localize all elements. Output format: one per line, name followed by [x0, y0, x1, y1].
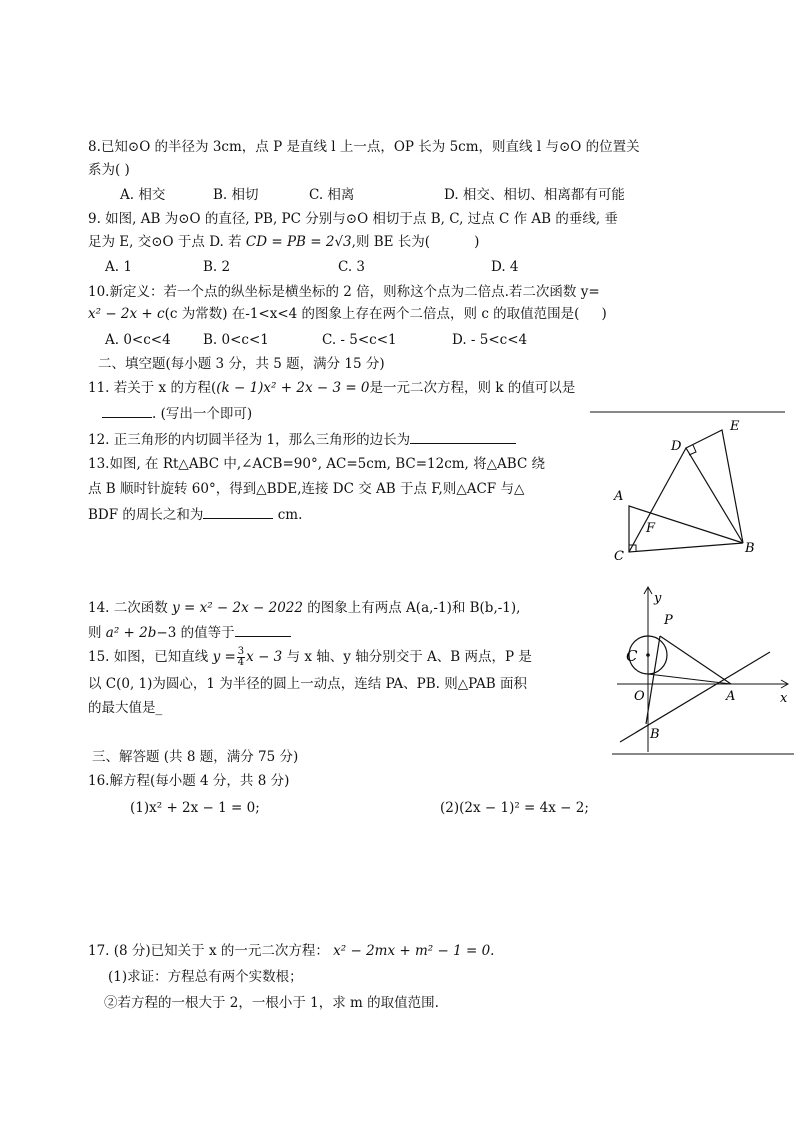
q14-suffix: 的图象上有两点 A(a,-1)和 B(b,-1), — [307, 600, 521, 616]
q14-answer-blank[interactable] — [235, 623, 291, 637]
q10-line2 — [88, 305, 607, 323]
q15-line2: 以 C(0, 1)为圆心，1 为半径的圆上一动点，连结 PA、PB. 则△PAB 面积 — [88, 676, 527, 692]
q10-line2-text-c: ) — [601, 306, 607, 322]
q17-prefix: 17. (8 分)已知关于 x 的一元二次方程： — [88, 943, 329, 959]
q9-line1: 9. 如图, AB 为⊙O 的直径, PB, PC 分别与⊙O 相切于点 B, C, 过点 C 作 AB 的垂线, 垂 — [88, 211, 618, 227]
fig13-label-b: B — [745, 541, 755, 556]
q16-title: 16.解方程(每小题 4 分，共 8 分) — [88, 773, 290, 789]
q14-function: y = x² − 2x − 2022 — [172, 600, 303, 616]
q14-text-a: 则 — [88, 625, 102, 641]
q9-option-c: C. 3 — [338, 259, 366, 275]
section-2-heading: 二、填空题(每小题 3 分，共 5 题，满分 15 分) — [98, 356, 385, 372]
fig13-label-c: C — [614, 549, 624, 564]
figure-q13-svg — [585, 408, 790, 568]
q17-part2: ②若方程的一根大于 2，一根小于 1，求 m 的取值范围. — [104, 995, 439, 1011]
fig15-label-c: C — [626, 647, 638, 665]
fig15-label-o: O — [634, 689, 645, 704]
q11-equation: (k − 1)x² + 2x − 3 = 0 — [216, 380, 370, 396]
q17-equation: x² − 2mx + m² − 1 = 0. — [333, 943, 495, 959]
q10-line1: 10.新定义：若一个点的纵坐标是横坐标的 2 倍，则称这个点为二倍点.若二次函数 y= — [88, 284, 600, 300]
q16-equation-1: (1)x² + 2x − 1 = 0; — [130, 800, 260, 816]
q10-option-a: A. 0<c<4 — [105, 332, 171, 348]
q9-equation: CD = PB = 2√3 — [245, 234, 352, 250]
q15-prefix: 15. 如图，已知直线 — [88, 649, 209, 665]
q10-option-b: B. 0<c<1 — [203, 332, 269, 348]
q17-part1: (1)求证：方程总有两个实数根； — [108, 969, 303, 985]
q8-option-d: D. 相交、相切、相离都有可能 — [444, 187, 625, 203]
fig13-label-e: E — [730, 419, 740, 434]
q8-option-c: C. 相离 — [309, 187, 355, 203]
fig13-label-d: D — [671, 439, 682, 454]
q9-option-a: A. 1 — [105, 259, 132, 275]
figure-q13 — [585, 408, 790, 568]
q12-line — [88, 430, 516, 449]
q9-line2-text-a: 足为 E, 交⊙O 于点 D. 若 — [88, 234, 242, 250]
q12-answer-blank[interactable] — [410, 430, 516, 444]
q15-eq-a: y = — [212, 649, 236, 665]
q15-fraction — [237, 647, 245, 668]
figure-q15 — [612, 584, 794, 756]
q14-prefix: 14. 二次函数 — [88, 600, 168, 616]
q11-line2-text: . (写出一个即可) — [152, 406, 253, 422]
q15-line3: 的最大值是_ — [88, 700, 163, 716]
q9-option-d: D. 4 — [491, 259, 519, 275]
q13-text-a: BDF 的周长之和为 — [88, 507, 204, 523]
q9-line2 — [88, 233, 479, 251]
fig13-label-f: F — [646, 521, 656, 536]
q10-option-d: D. - 5<c<4 — [452, 332, 528, 348]
q14-expression: a² + 2b — [105, 625, 157, 641]
fig15-label-p: P — [664, 613, 673, 628]
q13-line2: 点 B 顺时针旋转 60°，得到△BDE,连接 DC 交 AB 于点 F,则△ACF 与△ — [88, 481, 525, 497]
fig15-label-y: y — [654, 591, 662, 606]
q15-suffix: 与 x 轴、y 轴分别交于 A、B 两点，P 是 — [286, 649, 532, 665]
q11-line2 — [102, 404, 252, 423]
q15-frac-den: 4 — [237, 657, 245, 668]
q11-suffix: 是一元二次方程，则 k 的值可以是 — [369, 380, 576, 396]
q13-answer-blank[interactable] — [203, 505, 273, 519]
q16-equation-2: (2)(2x − 1)² = 4x − 2; — [440, 800, 589, 816]
q12-text: 12. 正三角形的内切圆半径为 1，那么三角形的边长为 — [88, 432, 411, 448]
q8-option-b: B. 相切 — [213, 187, 259, 203]
figure-q15-svg — [612, 584, 794, 756]
q10-function: x² − 2x + c — [88, 306, 165, 322]
q13-line3 — [88, 505, 302, 524]
q9-line2-text-c: ) — [474, 234, 480, 250]
q9-option-b: B. 2 — [203, 259, 231, 275]
q11-line1 — [88, 379, 575, 397]
q14-text-b: −3 的值等于 — [156, 625, 235, 641]
fig15-label-a: A — [726, 689, 736, 704]
q8-option-a: A. 相交 — [120, 187, 166, 203]
q13-text-b: cm. — [277, 507, 303, 523]
q15-frac-num: 3 — [237, 646, 245, 657]
q8-line1: 8.已知⊙O 的半径为 3cm，点 P 是直线 l 上一点，OP 长为 5cm，则直线 l 与⊙O 的位置关 — [88, 139, 640, 155]
q15-eq-b: x − 3 — [246, 649, 283, 665]
q14-line1 — [88, 599, 520, 617]
fig15-label-x: x — [780, 691, 788, 706]
q15-line1 — [88, 647, 532, 668]
q9-line2-text-b: ,则 BE 长为( — [351, 234, 431, 250]
fig15-label-b: B — [650, 727, 660, 742]
section-3-heading: 三、解答题 (共 8 题，满分 75 分) — [92, 749, 299, 765]
q13-line1: 13.如图, 在 Rt△ABC 中,∠ACB=90°, AC=5cm, BC=12cm, 将△ABC 绕 — [88, 456, 546, 472]
q10-option-c: C. - 5<c<1 — [322, 332, 397, 348]
q11-prefix: 11. 若关于 x 的方程( — [88, 380, 217, 396]
fig13-label-a: A — [614, 489, 624, 504]
q10-line2-text-b: (c 为常数) 在-1<x<4 的图象上存在两个二倍点，则 c 的取值范围是( — [164, 306, 580, 322]
q14-line2 — [88, 623, 291, 642]
q17-line1 — [88, 942, 494, 960]
q11-answer-blank[interactable] — [102, 404, 152, 418]
q8-line2: 系为( ) — [88, 162, 130, 178]
